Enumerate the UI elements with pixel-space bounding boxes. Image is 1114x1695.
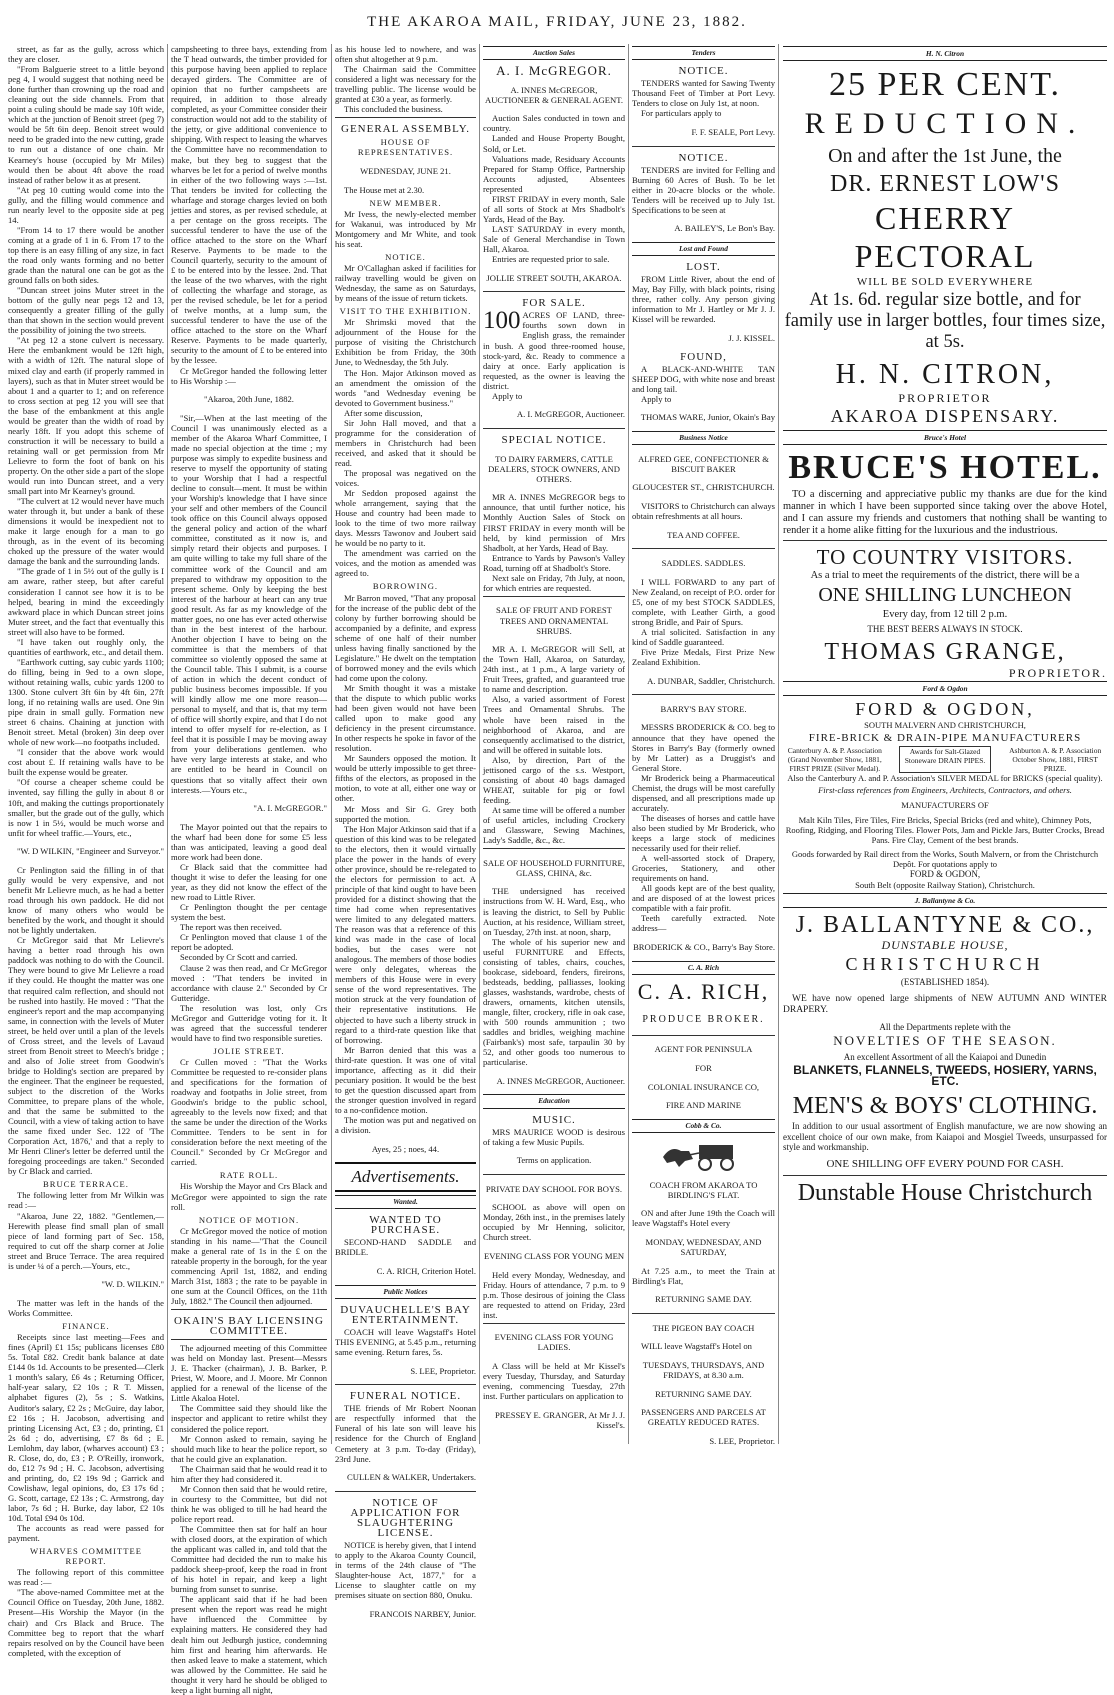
- divider: [335, 1491, 476, 1492]
- ad-body: At 7.25 a.m., to meet the Train at Birdling's Flat,: [632, 1265, 775, 1286]
- paragraph: "From Balguerie street to a little beyond peg 4, I would suggest that nothing need be done further than crowning up the road and cleaning out the side channels. From that point a culing should be made say 10ft wide, which at the junction of Benoit street (peg 7) would be 5ft 6in deep. Benoit street would need to be graded into the new cutting, grade to run out a distance of one chain. Mr Kearney's house (occupied by Mr Miles) would then be about 4ft above the road instead of rather below it as at present.: [8, 64, 164, 185]
- paragraph: Sir John Hall moved, and that a programme for the consideration of members in Christchurch had been received, and asked that it should be read.: [335, 417, 476, 468]
- paragraph: "The grade of 1 in 5½ out of the gully is I am aware, rather steep, but after careful consideration I cannot see how it is to be helped, bearing in mind the exceedingly awkward place in which Duncan street joins Muter street, and the fact that eventually this street will also have to be formed.: [8, 566, 164, 637]
- column-4: [483, 44, 625, 1452]
- ad-line: All the Departments replete with the: [879, 1022, 1011, 1032]
- ad-signature: PRESSEY E. GRANGER, At Mr J. J. Kissel's.: [494, 1409, 625, 1430]
- paragraph: The Hon. Major Atkinson moved as an amendment the omission of the words "and Wednesday evening be devoted to Government business.": [335, 367, 476, 408]
- paragraph: Mr Connon then said that he would retire, in courtesy to the Committee, but did not think he was obliged to till he had heard the police report read.: [171, 1483, 327, 1524]
- ad-body: A BLACK-AND-WHITE TAN SHEEP DOG, with white nose and breast and long tail.: [632, 363, 775, 394]
- ad-line: (ESTABLISHED 1854).: [900, 977, 990, 987]
- section-label: Auction Sales: [483, 46, 625, 60]
- paragraph: Mr O'Callaghan asked if facilities for railway travelling would be given on Wednesday, the same as on Saturdays, by means of the issue of return tickets.: [335, 263, 476, 304]
- paragraph: Clause 2 was then read, and Cr McGregor moved : "That tenders be invited in accordance with clause 2." Seconded by Cr Gutteridge.: [171, 962, 327, 1003]
- ad-body: Next sale on Friday, 7th July, at noon, for which entries are requested.: [483, 572, 625, 593]
- subheading: BRUCE TERRACE.: [43, 1179, 129, 1190]
- subheading: NOTICE OF MOTION.: [198, 1214, 300, 1225]
- ad-title: FOUND,: [680, 350, 727, 363]
- product-name: CHERRY PECTORAL: [854, 200, 1036, 274]
- divider: [335, 1162, 476, 1164]
- divider: [171, 1309, 327, 1310]
- ad-body: Held every Monday, Wednesday, and Friday. Hours of attendance, 7 p.m. to 9 p.m. Those desirous of joining the Class are requested to attend on Friday, 23rd inst.: [483, 1269, 625, 1320]
- ad-body: TENDERS wanted for Sawing Twenty Thousand Feet of Timber at Port Levy. Tenders to close on July 1st, at noon.: [632, 78, 775, 109]
- paragraph: His Worship the Mayor and Crs Black and McGregor were appointed to sign the rate roll.: [171, 1181, 327, 1212]
- ad-heading: MEN'S & BOYS' CLOTHING.: [792, 1093, 1098, 1119]
- section-label: H. N. Citron: [783, 46, 1107, 61]
- ad-body: Apply to: [641, 393, 672, 404]
- paragraph: Mr Seddon proposed against the whole arrangement, saying that the House and country had been made to look to the time of two more railway days. Messrs Tawonov and Joubert said he would be no party to it.: [335, 488, 476, 549]
- paragraph: Cr Penlington thought the per centage system the best.: [171, 902, 327, 923]
- dropcap-number: 100: [483, 307, 521, 335]
- paragraph: Receipts since last meeting—Fees and fines (April) £1 15s; publicans licenses £80 5s. Total £82. Credit bank balance at date £144 0s 1d. Accounts to be presented—Clerk 1 month's salary, £6 4s ; Returning Officer, half-year salary, £2 10s ; R T. Missen, alphabet figures (2), 5s ; S. Watkins, Auditor's salary, £2 2s ; McGuire, day labor, £2 16s ; H. Jacobson, advertising and printing Licensing Act, £3 ; do, printing, £1 2s 6d ; do, advertising, £7 8s 6d ; E. Lemlohm, day labor, (wharves account) £3 ; R. Close, do, do, £3 ; P. O'Reilly, ironwork, do, £12 7s 9d ; H. C. Jacobson, advertising and printing, do, £2 19s 9d ; Garrick and Cowlishaw, legal opinions, do, £3 17s 6d ; G. Scott, cartage, £2 13s ; C. Armstrong, day labor, 7s 6d ; H. Burke, day labor, £2 10s 10d. Total £94 0s 10d.: [8, 1332, 164, 1524]
- ad-body: MR A. INNES McGREGOR begs to announce, that until further notice, his Monthly Auction Sales of Stock on FIRST FRIDAY in every month will be held, by kind permission of Mrs Shadbolt, at her Yards, Head of Bay.: [483, 492, 625, 553]
- ad-subtitle: PRODUCE BROKER.: [642, 1013, 765, 1025]
- divider: [483, 848, 625, 849]
- paragraph: The accounts as read were passed for payment.: [8, 1523, 164, 1544]
- divider: [335, 1190, 476, 1192]
- ad-title: COACH FROM AKAROA TO BIRDLING'S FLAT.: [649, 1179, 758, 1200]
- ad-body: The diseases of horses and cattle have also been studied by Mr Broderick, who keeps a large stock of medicines necessarily used for their relief.: [632, 812, 775, 854]
- paragraph: Cr Cullen moved : "That the Works Committee be requested to re-consider plans and specifications for the formation of roadway and footpaths in Jolie street, from Goodwin's bridge to the public school, agreeably to the levels now fixed; and that the same be under the direction of the Works Committee. Tenders to be sent in for consideration before the next meeting of the Council." Seconded by Cr McGregor and carried.: [171, 1056, 327, 1168]
- paragraph: The applicant said that if he had been present when the report was read he might have influenced the Committee by explaining matters. He considered they had dealt him out Jedburgh justice, condemning him first and hearing him afterwards. He then asked leave to make a statement, which was allowed by the Committee. He said he thought it very hard he should be obliged to keep a light burning all night,: [171, 1594, 327, 1695]
- paragraph: "At peg 10 cutting would come into the gully, and the filling would commence and run nearly level to the opposite side at peg 14.: [8, 184, 164, 225]
- ad-body: SECOND-HAND SADDLE and BRIDLE.: [335, 1237, 476, 1258]
- ad-title: EVENING CLASS FOR YOUNG LADIES.: [494, 1332, 614, 1353]
- award: Canterbury A. & P. Association (Grand November Show, 1881, FIRST PRIZE (Silver Medal).: [787, 746, 882, 773]
- company-name: FORD & OGDON,: [855, 699, 1035, 719]
- ad-signature: A. BAILEY'S, Le Bon's Bay.: [674, 223, 775, 234]
- ad-body: AGENT FOR PENINSULA: [654, 1044, 753, 1055]
- subheading: HOUSE OF REPRESENTATIVES.: [357, 137, 454, 158]
- ad-line: PROPRIETOR: [898, 391, 992, 405]
- ad-signature: A. DUNBAR, Saddler, Christchurch.: [647, 675, 775, 686]
- proprietor-name: THOMAS GRANGE,: [824, 639, 1066, 665]
- divider: [783, 540, 1107, 541]
- ad-body: MONDAY, WEDNESDAY, AND SATURDAY,: [645, 1236, 762, 1258]
- column-rule: [167, 44, 168, 1444]
- coach-icon: [659, 1137, 749, 1171]
- ad-title: EVENING CLASS FOR YOUNG MEN: [483, 1250, 625, 1261]
- paragraph: "The culvert at 12 would never have much water through it, but under a bank of these dimensions it would be inexpedient not to make it large enough for a man to go through, as in the event of its becoming choked up the pressure of the water would damage the bank and the surrounding lands.: [8, 496, 164, 567]
- ad-line: AKAROA DISPENSARY.: [830, 406, 1060, 426]
- signature: "A. I. McGREGOR.": [253, 803, 327, 814]
- ad-body: Terms on application.: [516, 1155, 592, 1166]
- ad-heading: ONE SHILLING LUNCHEON: [818, 584, 1072, 606]
- divider: [632, 1035, 775, 1036]
- letter-dateline: "Akaroa, 20th June, 1882.: [204, 394, 294, 405]
- ad-body: Auction Sales conducted in town and country.: [483, 113, 625, 134]
- ad-body: TENDERS are invited for Felling and Burning 60 Acres of Bush. To be let either in 20-acre blocks or the whole. Tenders will be received up to July 1st. Specifications to be seen at: [632, 164, 775, 215]
- ad-title: FOR SALE.: [522, 297, 586, 310]
- paragraph: Mr Barron denied that this was a third-rate question. It was one of vital importance, affecting as it did their pecuniary position. It would be the best to get the question discussed apart from the stronger question involved in regard to a no-confidence motion.: [335, 1044, 476, 1115]
- ad-title: LOST.: [686, 261, 721, 274]
- paragraph: The matter was left in the hands of the Works Committee.: [8, 1298, 164, 1319]
- paragraph: The House met at 2.30.: [344, 184, 425, 195]
- ad-line: Also the Canterbury A. and P. Association's SILVER MEDAL for BRICKS (special quality).: [787, 773, 1103, 783]
- column-rule: [479, 44, 480, 1444]
- ad-line: On and after the 1st June, the: [828, 145, 1062, 167]
- column-6: [783, 44, 1107, 1452]
- price-line: At 1s. 6d. regular size bottle, and for family use in larger bottles, four times size, at 5s.: [784, 290, 1106, 352]
- column-1: [8, 44, 164, 1658]
- award: Ashburton A. & P. Association October Show, 1881, FIRST PRIZE.: [1009, 746, 1102, 773]
- column-5: [632, 44, 775, 1452]
- ad-body: THE friends of Mr Robert Noonan are respectfully informed that the Funeral of his late son will leave his residence for the Church of England Cemetery at 3 p.m. To-day (Friday), 23rd June.: [335, 1403, 476, 1464]
- ad-body: PASSENGERS AND PARCELS AT GREATLY REDUCED RATES.: [641, 1407, 766, 1428]
- paragraph: Cr McGregor handed the following letter to His Worship :—: [171, 365, 327, 386]
- ad-line: SOUTH MALVERN AND CHRISTCHURCH,: [864, 720, 1026, 730]
- ad-heading: NOVELTIES OF THE SEASON.: [833, 1033, 1057, 1048]
- paragraph: The adjourned meeting of this Committee was held on Monday last. Present—Messrs J. E. Thacker (chairman), J. B. Barker, P. Priest, W. Moore, and J. Moore. Mr Connon applied for a renewal of the license of the Little Akaloa Hotel.: [171, 1343, 327, 1404]
- ad-title: DUVAUCHELLE'S BAY ENTERTAINMENT.: [340, 1303, 471, 1326]
- paragraph: as his house led to nowhere, and was often shut altogether at 9 p.m.: [335, 44, 476, 65]
- ad-body: Also, by direction, Part of the jettisoned cargo of the s.s. Westport, consisting of about 40 bags damaged WHEAT, suitable for pig or fowl feeding.: [483, 754, 625, 805]
- ad-address: JOLLIE STREET SOUTH, AKAROA.: [486, 272, 622, 283]
- paragraph: The Hon Major Atkinson said that if a question of this kind was to be relegated to the electors, then it would virtually place the power in the hands of every other province, should be re-relegated to the electors for permission to act. A principle of that kind ought to have been provided for a distinct showing that the time had come when representatives were limited to any delegated matters. The reason was that a reference of this kind was made in the case of local bodies, but the cases were not analogous. The members of those bodies were only delegates, whereas the members of this House were in every sense of the word representatives. The motion struck at the very foundation of their representative institutions. He objected to have such a liberty struck in regard to a third-rate question like that of borrowing.: [335, 823, 476, 1045]
- ad-heading: CHRISTCHURCH: [845, 954, 1045, 974]
- paragraph: campsheeting to three bays, extending from the T head outwards, the timber provided for this purpose having been applied to replace decayed girders. The Committee are of opinion that no further campsheets are required, in addition to those already completed, as your Committee consider their construction would not add to the stability of the jetty, or give additional convenience to shipping. With respect to leasing the wharves the Committee have no recommendation to make, but they beg to suggest that the wharves be let for a period of twelve months in either of the two following ways :—1st. That tenders be invited for collecting the wharfage and storage charges levied on both jetties and stores, as per revised schedule, at a per centage on the gross receipts. The successful tenderer to have the use of the office attached to the store on the Wharf Reserve. Payments to be made to the Council quarterly, security to the amount of £ to be entered into by the lessee. 2nd. That the lease of the two wharves, with the right of collecting the wharfage and storage, as per the revised schedule, be let for a period of twelve months, at a lump sum, the successful tenderer to have the use of the office attached to the store on the Wharf Reserve. Payments to be made quarterly, security to the amount of £ to be entered into by the lessee.: [171, 44, 327, 366]
- ad-line: FIRE-BRICK & DRAIN-PIPE MANUFACTURERS: [808, 732, 1082, 744]
- paragraph: The following letter from Mr Wilkin was read :—: [8, 1190, 164, 1211]
- ad-body: COACH will leave Wagstaff's Hotel THIS EVENING, at 5.45 p.m., returning same evening. Return fares, 5s.: [335, 1326, 476, 1357]
- ad-line: South Belt (opposite Railway Station), Christchurch.: [855, 880, 1035, 890]
- section-label: Bruce's Hotel: [783, 430, 1107, 445]
- section-label: C. A. Rich: [632, 961, 775, 975]
- award: Awards for Salt-Glazed Stoneware DRAIN PIPES.: [899, 746, 992, 773]
- section-label: Tenders: [632, 46, 775, 60]
- ad-signature: A. INNES McGREGOR, Auctioneer.: [496, 1075, 625, 1086]
- divider: [335, 117, 476, 118]
- ad-body: Also, a varied assortment of Forest Trees and Ornamental Shrubs. The whole have been raised in the neighborhood of Akaroa, and are consequently acclimatised to the district, and will be offered in suitable lots.: [483, 694, 625, 755]
- ad-title: MUSIC.: [532, 1113, 576, 1126]
- paragraph: Mr Barron moved, "That any proposal for the increase of the public debt of the colony by further borrowing should be accompanied by a definite, and express scheme of one half of their number unless having finally sanctioned by the Legislature." He dwelt on the temptation of borrowed money and the evils which had come upon the colony.: [335, 592, 476, 683]
- ad-signature: CULLEN & WALKER, Undertakers.: [347, 1472, 476, 1483]
- section-label: Ford & Ogdon: [783, 681, 1107, 696]
- ad-signature: A. I. McGREGOR, Auctioneer.: [516, 409, 625, 420]
- ad-title: PRIVATE DAY SCHOOL FOR BOYS.: [485, 1183, 623, 1194]
- ad-line: First-class references from Engineers, Architects, Contractors, and others.: [818, 785, 1072, 795]
- ad-body: RETURNING SAME DAY.: [655, 1294, 752, 1305]
- ad-body: I WILL FORWARD to any part of New Zealand, on receipt of P.O. order for £5, one of my best STOCK SADDLES, complete, with Leather Girth, a good strong Bridle, and Pair of Spurs.: [632, 576, 775, 627]
- divider: [483, 291, 625, 292]
- ad-body: At same time will be offered a number of useful articles, including Crockery and Glassware, Sewing Machines, Lady's Saddle, &c., &c.: [483, 804, 625, 846]
- paragraph: The Committee said they should like the inspector and applicant to retire whilst they considered the police report.: [171, 1403, 327, 1434]
- paragraph: Mr Shrimski moved that the adjournment of the House for the purpose of visiting the Christchurch Exhibition be from Friday, the 30th June, to Wednesday, the 5th July.: [335, 317, 476, 368]
- ad-address: GLOUCESTER ST., CHRISTCHURCH.: [632, 482, 775, 493]
- paragraph: "The above-named Committee met at the Council Office on Tuesday, 20th June, 1882. Present—His Worship the Mayor (in the chair) and Crs Black and Bruce. The Committee beg to report that the wharf repairs resolved on by the Council have been completed, with the exception of: [8, 1587, 164, 1658]
- ad-body: FIRST FRIDAY in every month, Sale of all sorts of Stock at Mrs Shadbolt's Yards, Head of the Bay.: [483, 193, 625, 224]
- ad-body: TEA AND COFFEE.: [667, 529, 740, 540]
- ad-body: Teeth carefully extracted. Note address—: [632, 913, 775, 934]
- paragraph: "I have taken out roughly only, the quantities of earthwork, etc., and detail them.: [8, 636, 164, 657]
- ad-body: Entrance to Yards by Pawson's Valley Road, turning off at Shadbolt's Store.: [483, 552, 625, 573]
- ad-signature: J. J. KISSEL.: [728, 332, 775, 343]
- ad-signature: S. LEE, Proprietor.: [410, 1365, 476, 1376]
- ad-line: WILL BE SOLD EVERYWHERE: [856, 276, 1034, 288]
- section-label: Business Notice: [632, 431, 775, 445]
- ad-signature: C. A. RICH, Criterion Hotel.: [376, 1266, 476, 1277]
- ad-title: SALE OF HOUSEHOLD FURNITURE, GLASS, CHINA, &c.: [483, 857, 625, 878]
- ad-body: TUESDAYS, THURSDAYS, AND FRIDAYS, at 8.30 a.m.: [642, 1359, 765, 1380]
- paragraph: "I consider that the above work would cost about £. If retaining walls have to be built the expense would be greater.: [8, 747, 164, 778]
- ad-title: SPECIAL NOTICE.: [501, 434, 607, 447]
- divider: [171, 1339, 327, 1340]
- paragraph: The proposal was negatived on the voices.: [335, 467, 476, 489]
- ad-body: All goods kept are of the best quality, and are disposed of at the lowest prices compatible with a fair profit.: [632, 883, 775, 914]
- paragraph: "Duncan street joins Muter street in the bottom of the gully near pegs 12 and 13, consequently a greater filling of the gully than that shown in the section would prevent the possibility of joining the two streets.: [8, 285, 164, 336]
- divider: [632, 694, 775, 695]
- proprietor-name: H. N. CITRON,: [835, 359, 1055, 390]
- ad-body: WILL leave Wagstaff's Hotel on: [641, 1341, 752, 1352]
- divider: [632, 146, 775, 147]
- ad-body: MESSRS BRODERICK & CO. beg to announce that they have opened the Stores in Barry's Bay (formerly owned by Mr Latter) as a Druggist's and General Store.: [632, 722, 775, 773]
- ad-line: DUNSTABLE HOUSE,: [881, 938, 1009, 952]
- ad-title: NOTICE.: [678, 151, 729, 164]
- subheading: RATE ROLL.: [219, 1170, 279, 1181]
- ad-title: NOTICE.: [678, 65, 729, 78]
- ad-signature: F. F. SEALE, Port Levy.: [691, 126, 775, 137]
- ad-title: A. I. McGREGOR.: [496, 63, 612, 79]
- subheading: JOLIE STREET.: [213, 1045, 285, 1056]
- paragraph: Cr Penlington said the filling in of that gully would be very expensive, and not benefit Mr Lelievre much, as he had a better road through his own paddock. He did not know of many others who would be benefited by the work, and thought it should not be lightly undertaken.: [8, 864, 164, 936]
- divider: [483, 1174, 625, 1175]
- section-label: Public Notices: [335, 1285, 476, 1299]
- ad-body: LAST SATURDAY in every month, Sale of General Merchandise in Town Hall, Akaroa.: [483, 223, 625, 254]
- paragraph: Cr McGregor moved the notice of motion standing in his name—"That the Council make a general rate of 1s in the £ on the rateable property in the borough, for the year commencing April 1st, 1882, and ending March 31st, 1883 ; the rate to be payable in one sum at the Council Offices, on the 11th July, 1882." The Council then adjourned.: [171, 1225, 327, 1306]
- ad-body: VISITORS to Christchurch can always obtain refreshments at all hours.: [632, 501, 775, 522]
- divider: [483, 1323, 625, 1324]
- column-2: [171, 44, 328, 1695]
- ad-body: Valuations made, Residuary Accounts Prepared for Stamp Office, Partnership Accounts adjusted, Absentees represented: [483, 153, 625, 194]
- ad-signature: BRODERICK & CO., Barry's Bay Store.: [633, 942, 775, 953]
- column-3: [335, 44, 476, 1619]
- ad-line: FORD & OGDON,: [909, 869, 981, 879]
- paragraph: The amendment was carried on the voices, and the motion as amended was agreed to.: [335, 548, 476, 579]
- ad-title: FUNERAL NOTICE.: [349, 1390, 462, 1403]
- paragraph: Cr Penlington moved that clause 1 of the report be adopted.: [171, 932, 327, 953]
- ad-body: MRS MAURICE WOOD is desirous of taking a few Music Pupils.: [483, 1126, 625, 1147]
- ad-body: A Class will be held at Mr Kissel's every Tuesday, Thursday, and Saturday evening, commencing Tuesday, 27th inst. Further particulars on application to: [483, 1361, 625, 1402]
- masthead: THE AKAROA MAIL, FRIDAY, JUNE 23, 1882.: [367, 14, 747, 30]
- ad-body: FROM Little River, about the end of May, Bay Filly, with black points, rising three, rather colly. Any person giving information to Mr J. Hartley or Mr J. J. Kissel will be rewarded.: [632, 274, 775, 325]
- ad-signature: S. LEE, Proprietor.: [709, 1435, 775, 1446]
- ad-body: In addition to our usual assortment of English manufacture, we are now showing an excellent choice of our own make, from Kaiapoi and Mosgiel Tweeds, unsurpassed for style and workmanship.: [783, 1121, 1107, 1152]
- paragraph: The Committee then sat for half an hour with closed doors, at the expiration of which the applicant was called in, and told that the Committee had decided the run to make his paddock sheep-proof, keep the road in front of his hotel in repair, and keep a light burning from sunset to sunrise.: [171, 1523, 327, 1595]
- ad-body: 100 ACRES OF LAND, three-fourths sown down in English grass, the remainder in bush. A good three-roomed house, stock-yard, &c. Ready to commence a dairy at once. Early application is requested, as the owner is leaving the district.: [483, 307, 625, 391]
- ad-heading: Dunstable House Christchurch: [797, 1179, 1093, 1206]
- ad-body: FIRE AND MARINE: [666, 1100, 741, 1111]
- ad-body: For particulars apply to: [641, 108, 722, 119]
- paragraph: "At peg 12 a stone culvert is necessary. Here the embankment would be 12ft high, with a width of 12ft. The natural slope of mixed clay and earth (if properly rammed in layers), such as that in Muter street would be about 1 and a quarter to 1; and on reference to cross section at peg 12 you will see that the base of the embankment at this angle would be greater than the width of road by nearly 18ft. If you adopt this scheme of construction it will be necessary to build a retaining wall or get permission from Mr Lelievre to form the foot of bank on his property. On the other side a part of the slope would run into Duncan street, and a very small part into Mr Kearney's ground.: [8, 335, 164, 497]
- paragraph: The Chairman said the Committee considered a light was necessary for the travelling public. The license would be granted at £30 a year, as formerly.: [335, 64, 476, 105]
- ad-body: FOR: [695, 1063, 712, 1074]
- divider: [335, 1384, 476, 1385]
- column-rule: [331, 44, 332, 1444]
- ad-title: WANTED TO PURCHASE.: [369, 1214, 442, 1237]
- ad-body: ON and after June 19th the Coach will leave Wagstaff's Hotel every: [632, 1208, 775, 1229]
- headline-reduction: REDUCTION.: [804, 107, 1086, 140]
- ad-heading: TO COUNTRY VISITORS.: [816, 545, 1074, 569]
- ad-body: NOTICE is hereby given, that I intend to apply to the Akaroa County Council, in terms of the 24th clause of "The Slaughter-house Act, 1877," for a License to slaughter cattle on my premises situate on section 880, Onuku.: [335, 1540, 476, 1601]
- ad-title: SADDLES. SADDLES.: [661, 557, 746, 568]
- division-result: Ayes, 25 ; noes, 44.: [371, 1143, 440, 1154]
- company-name: J. BALLANTYNE & CO.,: [795, 912, 1095, 938]
- paragraph: The following report of this committee was read :—: [8, 1567, 164, 1588]
- ad-body: Apply to: [492, 390, 523, 401]
- ad-body: MR A. I. McGREGOR will Sell, at the Town Hall, Akaroa, on Saturday, 24th inst., at 1 p.m., A large variety of Fruit Trees, grafted, and guaranteed true to name and description.: [483, 644, 625, 695]
- ad-subtitle: TO DAIRY FARMERS, CATTLE DEALERS, STOCK OWNERS, AND OTHERS.: [488, 453, 620, 484]
- paragraph: Cr Black said that the committee had thought it wise to defer the leasing for one year, as they did not know the effect of the new road to Little River.: [171, 862, 327, 903]
- ad-body: SCHOOL as above will open on Monday, 26th inst., in the premises lately occupied by Mr Henning, solicitor, Church street.: [483, 1202, 625, 1243]
- column-rule: [778, 44, 779, 1444]
- ad-body: TO a discerning and appreciative public my thanks are due for the kind manner in which I have been supported since taking over the above Hotel, and I can assure my friends and customers that nothing shall be wanting to render it a home alike fitting for the luxurious and the industrious.: [783, 489, 1107, 536]
- ad-line: PROPRIETOR.: [1008, 666, 1107, 680]
- subheading: BORROWING.: [372, 581, 439, 592]
- ad-line: As a trial to meet the requirements of the district, there will be a: [810, 570, 1080, 581]
- paragraph: Mr Moss and Sir G. Grey both supported the motion.: [335, 803, 476, 824]
- ad-line: Malt Kiln Tiles, Fire Tiles, Fire Bricks, Special Bricks (red and white), Chimney Pots, Roofing, Ridging, and Flooring Tiles. Flower Pots, Jam and Pickle Jars, Butter Crocks, Bread Pans. Fire Clay, Cement of the best brands.: [785, 815, 1105, 845]
- paragraph: Seconded by Cr Scott and carried.: [180, 952, 298, 963]
- paragraph: Mr Smith thought it was a mistake that the dispute to which public works had been given would not have been called upon to make good any deficiency in the present circumstance. In other respects he spoke in favor of the resolution.: [335, 682, 476, 754]
- ad-title: SALE OF FRUIT AND FOREST TREES AND ORNAMENTAL SHRUBS.: [496, 605, 612, 636]
- subheading: NOTICE.: [385, 251, 426, 262]
- hotel-name: BRUCE'S HOTEL.: [788, 449, 1102, 486]
- signature: "W. D WILKIN, "Engineer and Surveyor.": [16, 846, 164, 857]
- section-title: OKAIN'S BAY LICENSING COMMITTEE.: [174, 1315, 324, 1338]
- ad-body: A. INNES McGREGOR, AUCTIONEER & GENERAL AGENT.: [485, 84, 623, 105]
- section-label: Lost and Found: [632, 242, 775, 256]
- paragraph: street, as far as the gully, across which they are closer.: [8, 44, 164, 65]
- subheading: FINANCE.: [62, 1321, 110, 1332]
- awards-row: [783, 746, 1107, 773]
- ad-line: Goods forwarded by Rail direct from the Works, South Malvern, or from the Christchurch Depôt. For quotations apply to: [791, 849, 1099, 869]
- ad-line: ONE SHILLING OFF EVERY POUND FOR CASH.: [826, 1157, 1064, 1170]
- paragraph: Mr Saunders opposed the motion. It would be utterly impossible to get three-fifths of the electors, as proposed in the motion, to vote at all, either one way or other.: [335, 753, 476, 804]
- ad-body: Entries are requested prior to sale.: [492, 254, 610, 265]
- ad-title: C. A. RICH,: [637, 978, 770, 1004]
- signature: "W. D. WILKIN.": [101, 1279, 164, 1290]
- ad-body: A well-assorted stock of Drapery, Groceries, Stationery, and other requirements on hand.: [632, 853, 775, 884]
- ad-title: THE PIGEON BAY COACH: [652, 1322, 755, 1333]
- ad-body: THE undersigned has received instructions from W. H. Ward, Esq., who is leaving the district, to Sell by Public Auction, at his residence, William street, on Tuesday, 27th inst. at noon, sharp,: [483, 886, 625, 937]
- product-name: DR. ERNEST LOW'S: [830, 171, 1060, 197]
- section-title: GENERAL ASSEMBLY.: [341, 123, 470, 136]
- ad-line: An excellent Assortment of all the Kaiapoi and Dunedin: [843, 1052, 1047, 1062]
- headline-percent: 25 PER CENT.: [828, 66, 1062, 103]
- paragraph: Mr Ivess, the newly-elected member for Wakanui, was introduced by Mr Montgomery and Mr White, and took his seat.: [335, 208, 476, 249]
- paragraph: Cr McGregor said that Mr Lelievre's having a better road through his own paddock was nothing to do with the Council. They were bound to give Mr Lelievre a road if they could. He thought the matter was one that required calm reflection, and should not be rushed into hastily. He moved : "That the engineer's report and the map accompanying same, in connection with the levels of Muter street, be held over until a plan of the levels of Cross street, and the levels of Lavaud street from Benoit street to Meech's bridge ; and also of Jolie street from Goodwin's bridge to Holding's section are prepared by the engineer. That the engineer be requested, subject to the discretion of the Works Committee, to prepare plans of the whole, and that the same be submitted to the Council, with a view of taking action to have the same fixed under Sec. 122 of 'The Corporation Act, 1876,' and that a reply to Mr Henri Cliner's letter be deferred until the foregoing proceedings are taken." Seconded by Cr Black and carried.: [8, 935, 164, 1177]
- divider: [632, 548, 775, 549]
- paragraph: The motion was put and negatived on a division.: [335, 1114, 476, 1136]
- column-rule: [628, 44, 629, 1444]
- subheading: WHARVES COMMITTEE REPORT.: [29, 1546, 143, 1567]
- dateline: WEDNESDAY, JUNE 21.: [360, 166, 451, 177]
- divider: [483, 428, 625, 429]
- ad-body: Landed and House Property Bought, Sold, or Let.: [483, 133, 625, 154]
- paragraph: The report was then received.: [180, 922, 282, 933]
- section-label: Wanted.: [335, 1195, 476, 1209]
- section-label: Education: [483, 1094, 625, 1108]
- ad-body: Five Prize Medals, First Prize New Zealand Exhibition.: [632, 646, 775, 667]
- ad-body: COLONIAL INSURANCE CO,: [647, 1081, 760, 1092]
- ad-body: A trial solicited. Satisfaction in any kind of Saddle guaranteed.: [632, 626, 775, 647]
- ad-signature: FRANCOIS NARBEY, Junior.: [369, 1608, 476, 1619]
- paragraph: "Of course a cheaper scheme could be invented, say filling the gully in about 8 or 10ft, and making the cuttings proportionately smaller, but the grade out of the gully, which is now 1 in 5½, would be much worse and unfit for wheel traffic.—Yours, etc.,: [8, 777, 164, 838]
- ad-title: NOTICE OF APPLICATION FOR SLAUGHTERING LICENSE.: [350, 1496, 461, 1539]
- paragraph: "Sir,—When at the last meeting of the Council I was unanimously elected as a member of the Akaroa Wharf Committee, I made no special objection at the time ; my purpose was simply to expedite business and reserve to myself the opportunity of stating to your Worship that I had a respectful decline to consult—ment. It must be within your Worship's knowledge that I have since your self and other members of the Council took office on this Council always opposed the general policy and action of the wharf committee, constituted as it now is, and simply retard their objects and purposes. I am quite willing to take my full share of the committee work of the Council and am prepared to withdraw my opposition to the present scheme. Only by keeping the best interest of the harbour at heart can any true good result. As far as my knowledge of the matter goes, no one has ever acted otherwise than in the best interest of the harbour. Another objection I have to being on the committee is that the members of that committee so violently opposed the same at the Council table. This I submit, is a course of action in which the decent conduct of public business becomes impossible. If you will kindly allow me one more reason—personal to myself, and that is, that my term of office will shortly expire, and that I do not intend to offer myself for re-election, as I feel that it is possible I may be moving away from your deliberations gentlemen. who have very large interests at stake, and who are entitled to be heard in Council on questions that so vitally affect their own interests.—Yours etc.,: [171, 412, 327, 795]
- ad-body: RETURNING SAME DAY.: [655, 1388, 752, 1399]
- ad-title: BARRY'S BAY STORE.: [660, 703, 747, 714]
- ad-line: Every day, from 12 till 2 p.m.: [882, 609, 1008, 620]
- ad-title: ALFRED GEE, CONFECTIONER & BISCUIT BAKER: [638, 453, 769, 474]
- ad-body: Mr Broderick being a Pharmaceutical Chemist, the drugs will be most carefully dispensed, and all prescriptions made up accurately.: [632, 772, 775, 813]
- ad-line: THE BEST BEERS ALWAYS IN STOCK.: [867, 624, 1023, 634]
- paragraph: The Mayor pointed out that the repairs to the wharf had been done for some £5 less than was anticipated, leaving a good deal more work had been done.: [171, 821, 327, 862]
- divider: [483, 596, 625, 597]
- ad-heading: BLANKETS, FLANNELS, TWEEDS, HOSIERY, YARNS, ETC.: [793, 1063, 1097, 1088]
- subheading: NEW MEMBER.: [369, 197, 442, 208]
- ad-body: WE have now opened large shipments of NEW AUTUMN AND WINTER DRAPERY.: [783, 994, 1107, 1015]
- ad-signature: THOMAS WARE, Junior, Okain's Bay: [640, 412, 775, 423]
- ad-body: The whole of his superior new and useful FURNITURE and Effects, consisting of tables, chairs, couches, bookcase, sideboard, fenders, fireirons, bedsteads, bedding, palliasses, looking glasses, washstands, wardrobe, chests of drawers, ornaments, kitchen utensils, mangle, filter, crockery, rifle in oak case, with 500 rounds ammunition ; two saddles and bridles, weighing machine (Fairbank's) most safe, tarpaulin 30 by 52, and other goods too numerous to particularise.: [483, 936, 625, 1068]
- section-label: Cobb & Co.: [632, 1119, 775, 1133]
- divider: [632, 1313, 775, 1314]
- section-label: J. Ballantyne & Co.: [783, 893, 1107, 908]
- paragraph: "From 14 to 17 there would be another coming at a grade of 1 in 6. From 17 to the top there is an easy filling of any size, in fact the road only wants forming and no better grade than the natural one can be got as the ground falls on both sides.: [8, 224, 164, 286]
- paragraph: The Chairman said that he would read it to him after they had considered it.: [171, 1463, 328, 1484]
- paragraph: Mr Connon asked to remain, saying he should much like to hear the police report, so that he could give an explanation.: [171, 1433, 327, 1464]
- subheading: VISIT TO THE EXHIBITION.: [339, 306, 472, 317]
- divider: [783, 1175, 1107, 1176]
- paragraph: "Earthwork cutting, say cubic yards 1100; do filling, being in 9ed to a own slope, without retaining walls, cubic yards 1200 to 1300. Stone culvert 3ft 6in by 4ft 6in, 27ft long, if no retaining walls are used. One 9in pipe drain in small gully. Formation new street 6 chains. Chaining at junction with Benoit street. Metal (broken) 3in deep over whole of new work—no footpaths included.: [8, 656, 164, 748]
- paragraph: After some discussion,: [344, 407, 423, 418]
- paragraph: "Akaroa, June 22, 1882. "Gentlemen,—Herewith please find small plan of small piece of land forming part of Sec. 158, required to cut off the sharp corner at Jolie street and Bruce Terrace. The area required is under ¼ of a perch.—Yours, etc.,: [8, 1210, 164, 1271]
- advertisements-heading: Advertisements.: [351, 1167, 460, 1187]
- ad-line: MANUFACTURERS OF: [901, 800, 989, 810]
- paragraph: The resolution was lost, only Crs McGregor and Gutteridge voting for it. It was agreed that the successful tenderer would have to find two responsible sureties.: [171, 1002, 327, 1043]
- paragraph: This concluded the business.: [344, 104, 443, 115]
